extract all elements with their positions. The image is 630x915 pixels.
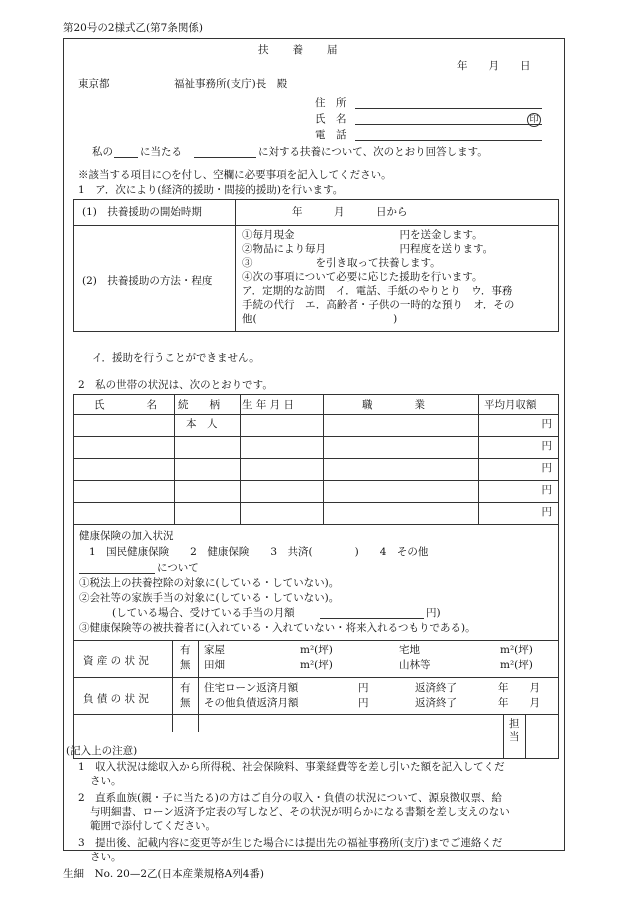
method-line-7[interactable]: 他( )	[242, 313, 398, 325]
tax-deduction-item[interactable]: ①税法上の扶養控除の対象に(している・していない)。	[79, 577, 340, 589]
col-birthdate: 生 年 月 日	[242, 399, 295, 411]
debt-other-end: 返済終了	[415, 697, 457, 709]
debt-other: その他負債返済月額	[204, 697, 299, 709]
note-2c: 範囲で添付してください。	[90, 820, 216, 832]
debts-yes[interactable]: 有	[180, 682, 191, 694]
footer-code: 生細 No. 20—2乙(日本産業規格A列4番)	[63, 868, 264, 880]
allowance-amount-label: (している場合、受けている手当の月額	[112, 607, 295, 619]
debts-no[interactable]: 無	[180, 697, 191, 709]
method-line-3[interactable]: ③ を引き取って扶養します。	[242, 257, 441, 269]
intro-b: に当たる	[140, 146, 182, 158]
col-occupation: 職 業	[362, 399, 425, 411]
health-title: 健康保険の加入状況	[79, 530, 174, 542]
method-label: (2) 扶養援助の方法・程度	[82, 275, 213, 287]
health-about: について	[157, 562, 199, 574]
income-yen-5: 円	[541, 506, 552, 518]
method-line-2[interactable]: ②物品により毎月 円程度を送ります。	[242, 243, 494, 255]
relation-field[interactable]	[114, 146, 138, 158]
staff-label-2: 当	[509, 731, 520, 743]
assets-label: 資 産 の 状 況	[83, 655, 149, 667]
asset-house-unit: m²(坪)	[300, 644, 333, 656]
allowance-amount-unit: 円)	[426, 607, 441, 619]
asset-field: 田畑	[204, 659, 225, 671]
method-line-4[interactable]: ④次の事項について必要に応じた援助を行います。	[242, 271, 483, 283]
assets-yes[interactable]: 有	[180, 644, 191, 656]
debt-mortgage-yen: 円	[358, 682, 369, 694]
household-table	[73, 394, 559, 759]
notes-title: (記入上の注意)	[66, 745, 138, 757]
form-title: 扶 養 届	[258, 44, 339, 56]
address-field[interactable]	[355, 97, 542, 109]
note-1a: 1 収入状況は総収入から所得税、社会保険料、事業経費等を差し引いた額を記入してくだ	[78, 761, 505, 773]
form-frame	[63, 38, 565, 863]
section1-title: 1 ア．次により(経済的援助・間接的援助)を行います。	[78, 184, 344, 196]
asset-residential: 宅地	[399, 644, 420, 656]
start-time-field[interactable]: 年 月 日から	[292, 206, 408, 218]
name-field[interactable]	[355, 113, 542, 125]
seal-mark[interactable]	[527, 113, 541, 127]
staff-label-1: 担	[509, 718, 520, 730]
address-label: 住 所	[315, 97, 347, 109]
note-3a: 3 提出後、記載内容に変更等が生じた場合には提出先の福祉事務所(支庁)までご連絡くだ	[78, 837, 503, 849]
phone-label: 電 話	[315, 129, 347, 141]
income-yen-2: 円	[541, 440, 552, 452]
allowance-amount-field[interactable]	[320, 607, 424, 619]
debt-mortgage: 住宅ローン返済月額	[204, 682, 299, 694]
intro-a: 私の	[92, 146, 113, 158]
col-income: 平均月収額	[484, 399, 537, 411]
note-1b: さい。	[90, 775, 122, 787]
col-name: 氏 名	[94, 399, 157, 411]
name-label: 氏 名	[315, 113, 347, 125]
method-line-1[interactable]: ①毎月現金 円を送金します。	[242, 229, 483, 241]
note-2b: 与明細書、ローン返済予定表の写しなど、その状況が明らかになる書類を差し支えのない	[90, 806, 510, 818]
asset-field-unit: m²(坪)	[300, 659, 333, 671]
addressee-prefecture: 東京都	[78, 78, 110, 90]
debts-label: 負 債 の 状 況	[83, 693, 149, 705]
asset-forest-unit: m²(坪)	[500, 659, 533, 671]
asset-forest: 山林等	[399, 659, 431, 671]
col-relation: 続 柄	[178, 399, 220, 411]
note-2a: 2 直系血族(親・子に当たる)の方はご自分の収入・負債の状況について、源泉徴収票、給	[78, 792, 502, 804]
seal-icon: 印	[527, 113, 541, 127]
date-field[interactable]: 年 月 日	[457, 60, 531, 72]
method-line-6[interactable]: 手続の代行 エ．高齢者・子供の一時的な預り オ．その	[242, 299, 515, 311]
debt-mortgage-ym[interactable]: 年 月	[498, 682, 540, 694]
health-options[interactable]: 1 国民健康保険 2 健康保険 3 共済( ) 4 その他	[89, 546, 429, 558]
asset-residential-unit: m²(坪)	[500, 644, 533, 656]
dependent-item[interactable]: ③健康保険等の被扶養者に(入れている・入れていない・将来入れるつもりである)。	[79, 622, 476, 634]
debt-other-yen: 円	[358, 697, 369, 709]
self-relation: 本 人	[186, 418, 218, 430]
income-yen-3: 円	[541, 462, 552, 474]
debt-mortgage-end: 返済終了	[415, 682, 457, 694]
income-yen-1: 円	[541, 418, 552, 430]
select-note: ※該当する項目に○を付し、空欄に必要事項を記入してください。	[78, 169, 392, 181]
debt-other-ym[interactable]: 年 月	[498, 697, 540, 709]
assets-no[interactable]: 無	[180, 659, 191, 671]
method-line-5[interactable]: ア．定期的な訪問 イ．電話、手紙のやりとり ウ．事務	[242, 285, 513, 297]
family-allowance-item[interactable]: ②会社等の家族手当の対象に(している・していない)。	[79, 592, 340, 604]
phone-field[interactable]	[355, 129, 542, 141]
section2-title: 2 私の世帯の状況は、次のとおりです。	[78, 379, 273, 391]
income-yen-4: 円	[541, 484, 552, 496]
subject-field[interactable]	[194, 146, 256, 158]
no-support-option[interactable]: イ．援助を行うことができません。	[92, 352, 260, 364]
start-time-label: (1) 扶養援助の開始時期	[82, 206, 202, 218]
intro-c: に対する扶養について、次のとおり回答します。	[258, 146, 488, 158]
asset-house: 家屋	[204, 644, 225, 656]
note-3b: さい。	[90, 851, 122, 863]
addressee-office: 福祉事務所(支庁)長 殿	[174, 78, 288, 90]
support-table	[73, 199, 559, 332]
form-code: 第20号の2様式乙(第7条関係)	[63, 22, 203, 34]
health-other-field[interactable]	[79, 562, 155, 574]
